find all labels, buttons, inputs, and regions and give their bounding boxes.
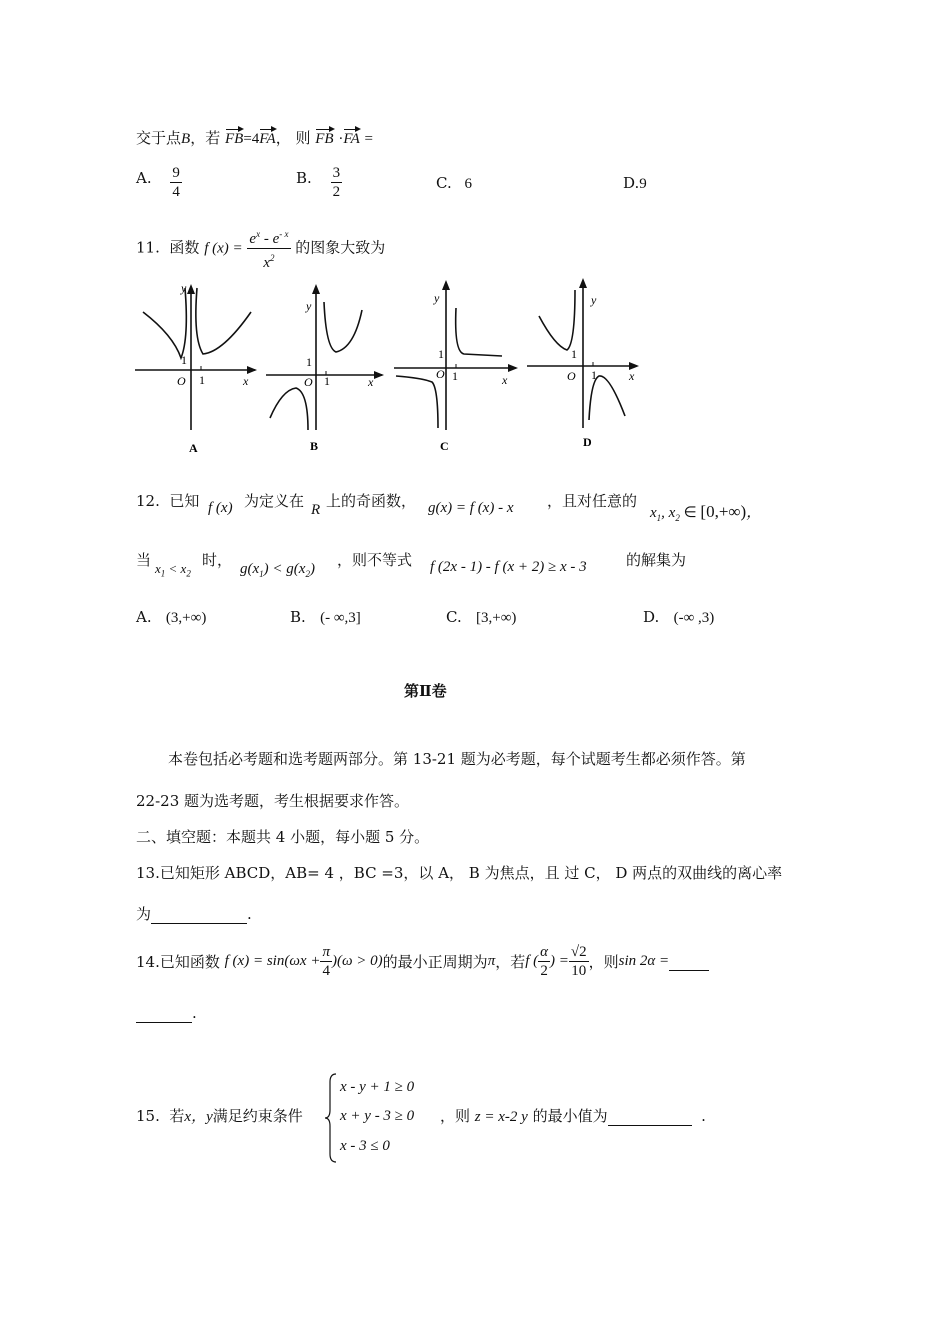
axis-y-label: y	[434, 291, 440, 305]
part-two-intro-line1: 本卷包括必考题和选考题两部分。第 13-21 题为必考题，每个试题考生都必须作答。第	[168, 750, 746, 768]
tick-one-y: 1	[181, 353, 187, 367]
q13-line2: 为 .	[136, 905, 252, 923]
origin-label: O	[436, 367, 445, 381]
fraction: $\frac{3}{2}$	[332, 165, 341, 200]
tick-one-y: 1	[306, 355, 312, 369]
answer-blank-continued[interactable]	[136, 1004, 192, 1023]
graph-label-b: B	[310, 439, 319, 453]
axis-y-label: y	[306, 299, 312, 313]
q12-option-a: A. (3,+∞)	[136, 608, 207, 626]
q15-objective: ，则 z = x-2 y 的最小值为 .	[440, 1107, 706, 1125]
graph-d	[525, 276, 655, 458]
q14-line2: .	[136, 1004, 197, 1023]
q12-gx: g(x) = f (x) - x	[428, 500, 514, 516]
q12-option-c: C. [3,+∞)	[446, 608, 517, 626]
graph-b	[264, 280, 392, 460]
graph-label-c: C	[440, 439, 449, 453]
q12-inequality: f (2x - 1) - f (x + 2) ≥ x - 3	[430, 559, 587, 575]
q13-line1: 13.已知矩形 ABCD，AB= 4 ，BC =3，以 A， B 为焦点，且 过 C， D 两点的双曲线的离心率	[136, 864, 783, 882]
axis-y-label: y	[591, 293, 597, 307]
tick-one-x: 1	[324, 374, 330, 388]
axis-y-label: y	[181, 281, 187, 295]
answer-blank[interactable]	[669, 952, 709, 971]
axis-x-label: x	[502, 373, 508, 387]
graph-label-d: D	[583, 435, 592, 449]
graph-a	[133, 280, 263, 460]
q12-R: R	[311, 502, 321, 518]
q10-stem: 交于点B，若 FB=4FA， 则 FB ·FA =	[136, 129, 374, 147]
q15-stem: 15. 若x，y满足约束条件	[136, 1107, 303, 1125]
q12-option-d: D. (-∞ ,3)	[643, 608, 715, 626]
tick-one-y: 1	[438, 347, 444, 361]
q12-line2-when: 当	[136, 551, 152, 569]
q12-for-any: ，且对任意的	[547, 492, 638, 510]
graph-c	[392, 278, 522, 460]
q10-option-c: C. 6	[436, 174, 472, 192]
origin-label: O	[177, 374, 186, 388]
vector-fb-2: FB	[315, 131, 334, 147]
origin-label: O	[567, 369, 576, 383]
q10-option-a: A. $\frac{9}{4}$	[136, 165, 180, 200]
axis-x-label: x	[243, 374, 249, 388]
q12-g-compare: $g(x_1) < g(x_2)$	[240, 561, 315, 579]
constraint-1: x - y + 1 ≥ 0	[340, 1079, 415, 1095]
fraction: $\frac{√2}{10}$	[570, 944, 587, 979]
q10-option-d: D.9	[623, 174, 647, 192]
axis-x-label: x	[368, 375, 374, 389]
q12-odd-fn: 上的奇函数，	[326, 492, 417, 510]
tick-one-x: 1	[591, 368, 597, 382]
q12-fx: f (x)	[208, 500, 233, 516]
graph-label-a: A	[189, 441, 198, 455]
q12-defined-on: 为定义在	[244, 492, 305, 510]
q12-solution-set: 的解集为	[626, 551, 687, 569]
q12-then-ineq: ，则不等式	[337, 551, 413, 569]
q12-line1: 12. 已知	[136, 492, 200, 510]
tick-one-x: 1	[199, 373, 205, 387]
q12-option-b: B. (- ∞,3]	[290, 608, 361, 626]
vector-fa-2: FA	[343, 131, 360, 147]
origin-label: O	[304, 375, 313, 389]
q12-x1x2: $x_1$, $x_2$ ∈ [0,+∞)，	[650, 502, 762, 523]
q12-time: 时，	[202, 551, 233, 569]
tick-one-y: 1	[571, 347, 577, 361]
fraction: $\frac{\pi}{4}$	[322, 944, 330, 979]
fraction: $\frac{9}{4}$	[172, 165, 180, 200]
constraint-2: x + y - 3 ≥ 0	[340, 1108, 415, 1124]
part-two-intro-line2: 22-23 题为选考题，考生根据要求作答。	[136, 792, 410, 810]
fraction: $\frac{\alpha}{2}$	[540, 944, 549, 979]
q10-option-b: B. $\frac{3}{2}$	[296, 165, 341, 200]
part-two-title: 第Ⅱ卷	[404, 682, 447, 700]
vector-fb: FB	[224, 131, 244, 147]
constraint-3: x - 3 ≤ 0	[340, 1138, 390, 1154]
q14-line1: 14.已知函数 f (x) = sin(ωx + $\frac{\pi}{4}$ )(ω > 0) 的最小正周期为 π ，若 f ( $\frac{\alpha}{2}$ ) = $\frac{√2}{10}$ ，则 sin 2α =	[136, 943, 709, 980]
tick-one-x: 1	[452, 369, 458, 383]
constraint-brace	[324, 1072, 338, 1164]
q11-stem: 11. 函数 f (x) = $\frac{e^x - e^{- x}}{x^2}$ 的图象大致为	[136, 225, 385, 272]
vector-fa: FA	[259, 131, 276, 147]
answer-blank[interactable]	[608, 1107, 692, 1126]
answer-blank[interactable]	[151, 905, 247, 924]
fraction: $\frac{e^x - e^{- x}}{x^2}$	[247, 225, 290, 272]
q12-x1-less-x2: $x_1 < x_2$	[155, 561, 191, 579]
axis-x-label: x	[629, 369, 635, 383]
section-heading-fill-blank: 二、填空题：本题共 4 小题，每小题 5 分。	[136, 828, 430, 846]
